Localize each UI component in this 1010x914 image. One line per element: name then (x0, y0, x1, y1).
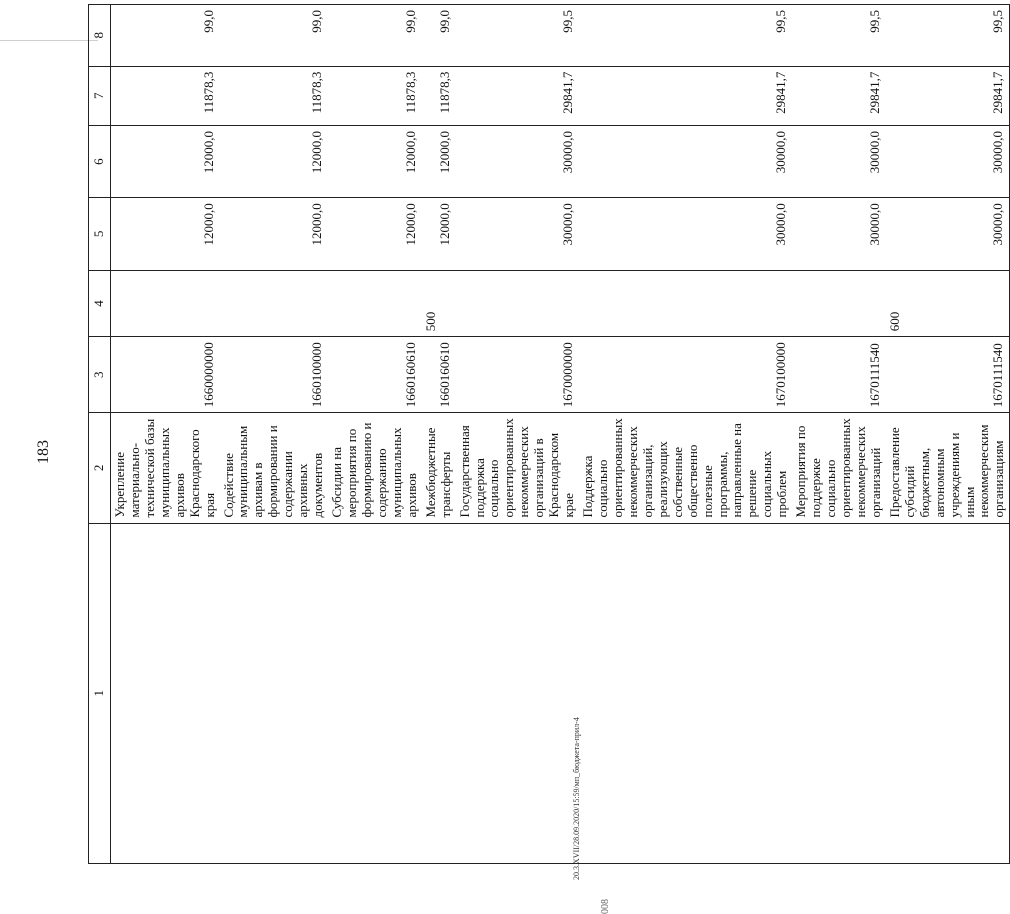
row-col7-cell: 29841,7 (792, 66, 886, 125)
row-col7-cell: 11878,3 (110, 66, 219, 125)
header-col-4: 4 (89, 270, 111, 337)
row-code-cell: 1670000000 (456, 337, 580, 413)
row-col5-cell: 12000,0 (328, 198, 422, 270)
row-col8-cell: 99,5 (579, 5, 792, 67)
row-col1-cell (328, 523, 422, 863)
row-col6-cell: 30000,0 (886, 126, 1010, 198)
row-col4-cell (456, 270, 580, 337)
header-col-5: 5 (89, 198, 111, 270)
row-col1-cell (422, 523, 456, 863)
row-code-cell: 1670111540 (886, 337, 1010, 413)
row-col7-cell: 29841,7 (886, 66, 1010, 125)
row-col4-cell: 600 (886, 270, 1010, 337)
row-code-cell: 1660160610 (422, 337, 456, 413)
row-col5-cell: 12000,0 (220, 198, 329, 270)
row-col8-cell: 99,0 (220, 5, 329, 67)
header-col-6: 6 (89, 126, 111, 198)
row-code-cell: 1670111540 (792, 337, 886, 413)
row-col5-cell: 30000,0 (792, 198, 886, 270)
row-col6-cell: 30000,0 (792, 126, 886, 198)
row-col4-cell (110, 270, 219, 337)
header-col-8: 8 (89, 5, 111, 67)
header-col-7: 7 (89, 66, 111, 125)
row-col4-cell (328, 270, 422, 337)
row-col7-cell: 29841,7 (579, 66, 792, 125)
row-name-cell: Межбюджетные трансферты (422, 413, 456, 523)
row-col6-cell: 12000,0 (422, 126, 456, 198)
page-number: 183 (35, 440, 52, 464)
row-col4-cell (792, 270, 886, 337)
row-col1-cell (886, 523, 1010, 863)
header-col-1: 1 (89, 523, 111, 863)
row-col7-cell: 11878,3 (328, 66, 422, 125)
row-col1-cell (456, 523, 580, 863)
row-code-cell: 1660160610 (328, 337, 422, 413)
row-col5-cell: 30000,0 (886, 198, 1010, 270)
row-col4-cell (579, 270, 792, 337)
header-col-3: 3 (89, 337, 111, 413)
row-col5-cell: 30000,0 (579, 198, 792, 270)
row-col8-cell: 99,0 (422, 5, 456, 67)
row-name-cell: Укрепление материально-технической базы муниципальных архивов Краснодарского края (110, 413, 219, 523)
header-col-2: 2 (89, 413, 111, 523)
table-row (110, 5, 219, 864)
row-col6-cell: 12000,0 (328, 126, 422, 198)
budget-table (88, 4, 1010, 864)
row-name-cell: Содействие муниципальным архивам в формировании и содержании архивных документов (220, 413, 329, 523)
row-col8-cell: 99,5 (792, 5, 886, 67)
table-row (579, 5, 792, 864)
row-col5-cell: 30000,0 (456, 198, 580, 270)
row-name-cell: Поддержка социально ориентированных некоммерческих организаций, реализующих собственные общественно полезные программы, направленные на решение социальных проблем (579, 413, 792, 523)
row-col7-cell: 29841,7 (456, 66, 580, 125)
row-col7-cell: 11878,3 (220, 66, 329, 125)
row-name-cell: Мероприятия по поддержке социально ориентированных некоммерческих организаций (792, 413, 886, 523)
row-col6-cell: 30000,0 (456, 126, 580, 198)
row-name-cell: Государственная поддержка социально ориентированных некоммерческих организаций в Краснодарском крае (456, 413, 580, 523)
row-col1-cell (220, 523, 329, 863)
row-name-cell: Предоставление субсидий бюджетным, автономным учреждениям и иным некоммерческим организациям (886, 413, 1010, 523)
row-col1-cell (579, 523, 792, 863)
row-code-cell: 1660100000 (220, 337, 329, 413)
table-row (886, 5, 1010, 864)
row-col6-cell: 12000,0 (110, 126, 219, 198)
table-row (220, 5, 329, 864)
row-col8-cell: 99,0 (328, 5, 422, 67)
corner-mark: 008 (600, 899, 611, 914)
row-col8-cell: 99,0 (110, 5, 219, 67)
footer-stamp: 20.3.XVII/28.09.2020/15:59/мп_бюджета-прил-4 (572, 717, 581, 880)
row-col5-cell: 12000,0 (110, 198, 219, 270)
row-col4-cell: 500 (422, 270, 456, 337)
row-col1-cell (792, 523, 886, 863)
table-row (792, 5, 886, 864)
row-name-cell: Субсидии на мероприятия по формированию и содержанию муниципальных архивов (328, 413, 422, 523)
row-col8-cell: 99,5 (456, 5, 580, 67)
table-row (328, 5, 422, 864)
table-row (422, 5, 456, 864)
table-header-row (89, 5, 111, 864)
row-col6-cell: 30000,0 (579, 126, 792, 198)
table-row (456, 5, 580, 864)
row-code-cell: 1660000000 (110, 337, 219, 413)
row-col6-cell: 12000,0 (220, 126, 329, 198)
row-col1-cell (110, 523, 219, 863)
row-col5-cell: 12000,0 (422, 198, 456, 270)
row-col4-cell (220, 270, 329, 337)
row-col7-cell: 11878,3 (422, 66, 456, 125)
row-code-cell: 1670100000 (579, 337, 792, 413)
row-col8-cell: 99,5 (886, 5, 1010, 67)
